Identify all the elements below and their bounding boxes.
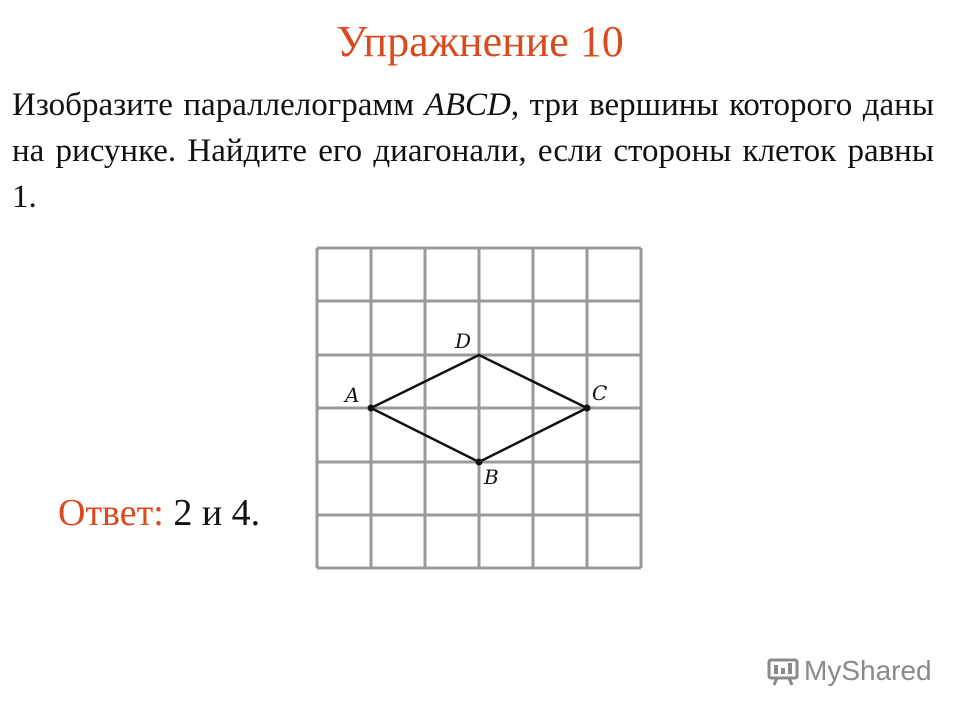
label-c: C [592, 381, 608, 405]
answer-value: 2 и 4. [163, 492, 261, 534]
grid-lines [317, 248, 641, 568]
slide-title: Упражнение 10 [336, 17, 624, 66]
vertex-c [584, 405, 591, 412]
watermark-text: MyShared [804, 655, 932, 686]
problem-text-part2: , три вершины которого даны на рисунке. Найдите его диагонали, если стороны клеток равны 1. [12, 87, 934, 215]
watermark [766, 655, 932, 687]
vertex-a [368, 405, 375, 412]
label-a: A [345, 383, 360, 407]
label-b: B [484, 465, 499, 489]
answer [58, 488, 260, 538]
grid-figure [300, 238, 660, 578]
label-d: D [455, 329, 472, 353]
problem-text-part1: Изобразите параллелограмм [12, 87, 425, 123]
vertex-b [476, 459, 483, 466]
presentation-icon [766, 656, 800, 686]
problem-text [12, 82, 934, 220]
answer-label: Ответ: [58, 492, 164, 534]
problem-text-abcd: ABCD [424, 87, 511, 123]
